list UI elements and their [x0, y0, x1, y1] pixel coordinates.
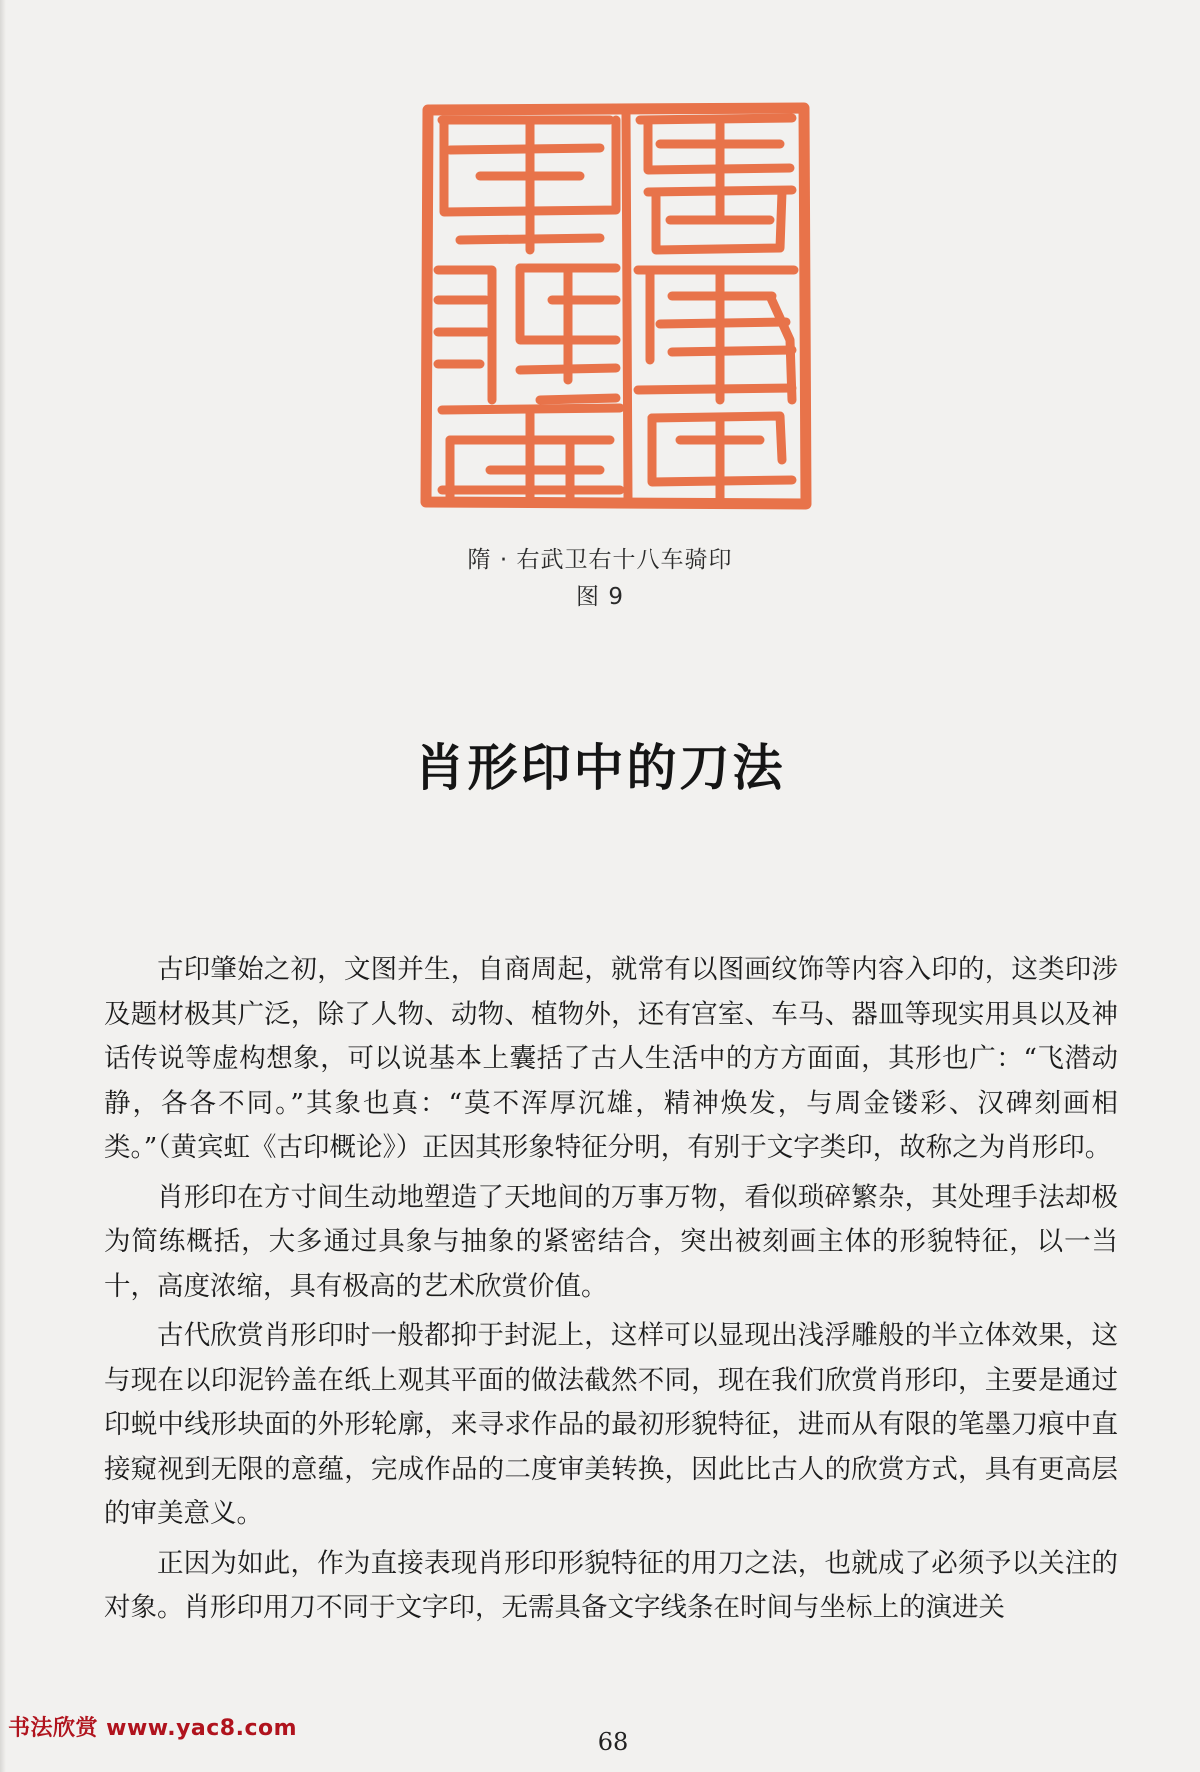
figure-caption-title: 隋 · 右武卫右十八车骑印 [467, 547, 733, 573]
seal-stroke [450, 148, 600, 150]
paragraph: 肖形印在方寸间生动地塑造了天地间的万事万物，看似琐碎繁杂，其处理手法却极为简练概括，大多通过具象与抽象的紧密结合，突出被刻画主体的形貌特征，以一当十，高度浓缩，具有极高的艺术欣赏价值。 [104, 1181, 1118, 1302]
seal-stroke [672, 350, 792, 352]
paragraph: 正因为如此，作为直接表现肖形印形貌特征的用刀之法，也就成了必须予以关注的对象。肖形印用刀不同于文字印，无需具备文字线条在时间与坐标上的演进关 [104, 1547, 1118, 1623]
seal-stroke [520, 368, 616, 370]
article-body [104, 948, 1118, 1636]
paragraph: 古印肇始之初，文图并生，自商周起，就常有以图画纹饰等内容入印的，这类印涉及题材极其广泛，除了人物、动物、植物外，还有宫室、车马、器皿等现实用具以及神话传说等虚构想象，可以说基本上囊括了古人生活中的方方面面，其形也广：“飞潜动静，各各不同。”其象也真：“莫不浑厚沉雄，精神焕发，与周金镂彩、汉碑刻画相类。”（黄宾虹《古印概论》）正因其形象特征分明，有别于文字类印，故称之为肖形印。 [104, 954, 1118, 1163]
seal-stroke [540, 398, 616, 400]
page-spine-shadow [0, 0, 6, 1772]
seal-stroke [460, 238, 600, 240]
seal-image [420, 100, 812, 512]
seal-stroke [638, 388, 792, 390]
seal-stroke [626, 114, 628, 500]
paragraph: 古代欣赏肖形印时一般都抑于封泥上，这样可以显现出浅浮雕般的半立体效果，这与现在以印泥钤盖在纸上观其平面的做法截然不同，现在我们欣赏肖形印，主要是通过印蜕中线形块面的外形轮廓，来寻求作品的最初形貌特征，进而从有限的笔墨刀痕中直接窥视到无限的意蕴，完成作品的二度审美转换，因此比古人的欣赏方式，具有更高层的审美意义。 [104, 1320, 1118, 1529]
article-title: 肖形印中的刀法 [414, 738, 786, 797]
figure-caption-number: 图 9 [576, 584, 624, 610]
seal-stroke [648, 190, 792, 192]
seal-stroke [660, 322, 786, 324]
page-number: 68 [597, 1728, 629, 1756]
seal-impression [420, 100, 812, 512]
site-watermark: 书法欣赏 www.yac8.com [8, 1716, 298, 1741]
